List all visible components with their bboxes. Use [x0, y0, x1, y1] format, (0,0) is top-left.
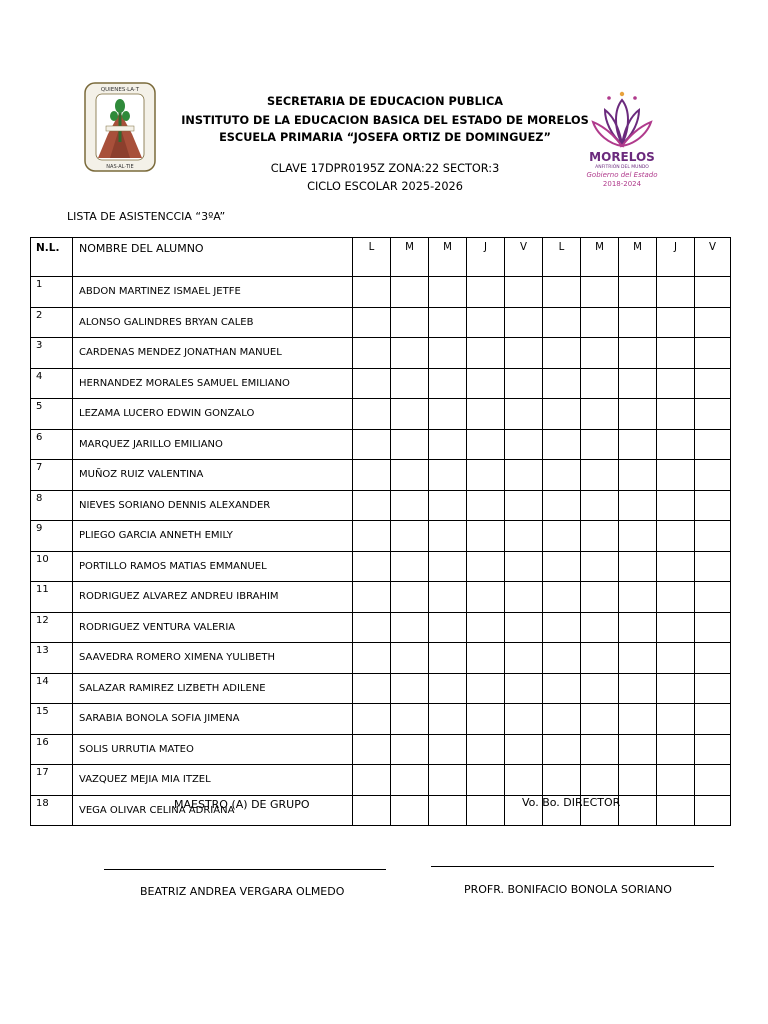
- attendance-cell[interactable]: [581, 277, 619, 308]
- attendance-cell[interactable]: [505, 521, 543, 552]
- student-name: SOLIS URRUTIA MATEO: [73, 734, 353, 765]
- attendance-cell[interactable]: [505, 490, 543, 521]
- student-name: RODRIGUEZ ALVAREZ ANDREU IBRAHIM: [73, 582, 353, 613]
- day-header: M: [429, 238, 467, 277]
- student-number: 12: [31, 612, 73, 643]
- attendance-cell[interactable]: [505, 307, 543, 338]
- attendance-cell[interactable]: [505, 734, 543, 765]
- attendance-cell[interactable]: [581, 734, 619, 765]
- attendance-cell[interactable]: [581, 490, 619, 521]
- attendance-cell[interactable]: [657, 643, 695, 674]
- attendance-cell[interactable]: [543, 307, 581, 338]
- student-name: SALAZAR RAMIREZ LIZBETH ADILENE: [73, 673, 353, 704]
- day-header: J: [467, 238, 505, 277]
- header-instituto: INSTITUTO DE LA EDUCACION BASICA DEL ESTADO DE MORELOS: [181, 114, 589, 127]
- table-row: [31, 307, 731, 338]
- attendance-cell[interactable]: [429, 643, 467, 674]
- attendance-cell[interactable]: [467, 551, 505, 582]
- header-secretaria: SECRETARIA DE EDUCACION PUBLICA: [266, 95, 504, 108]
- table-row: [31, 673, 731, 704]
- attendance-cell[interactable]: [467, 612, 505, 643]
- attendance-cell[interactable]: [505, 460, 543, 491]
- attendance-cell[interactable]: [581, 765, 619, 796]
- attendance-cell[interactable]: [353, 643, 391, 674]
- table-row: [31, 765, 731, 796]
- attendance-cell[interactable]: [581, 551, 619, 582]
- attendance-cell[interactable]: [543, 460, 581, 491]
- attendance-cell[interactable]: [619, 612, 657, 643]
- table-header-row: [31, 238, 731, 277]
- attendance-cell[interactable]: [543, 368, 581, 399]
- attendance-cell[interactable]: [657, 551, 695, 582]
- student-number: 13: [31, 643, 73, 674]
- attendance-cell[interactable]: [429, 673, 467, 704]
- attendance-cell[interactable]: [695, 429, 731, 460]
- table-row: [31, 795, 731, 826]
- attendance-cell[interactable]: [505, 612, 543, 643]
- student-number: 8: [31, 490, 73, 521]
- attendance-cell[interactable]: [353, 307, 391, 338]
- state-coat-of-arms-icon: [84, 82, 156, 172]
- attendance-cell[interactable]: [695, 612, 731, 643]
- attendance-cell[interactable]: [619, 399, 657, 430]
- student-name: CARDENAS MENDEZ JONATHAN MANUEL: [73, 338, 353, 369]
- attendance-cell[interactable]: [657, 795, 695, 826]
- attendance-cell[interactable]: [505, 551, 543, 582]
- table-row: [31, 399, 731, 430]
- attendance-cell[interactable]: [505, 368, 543, 399]
- attendance-cell[interactable]: [391, 399, 429, 430]
- attendance-cell[interactable]: [353, 795, 391, 826]
- attendance-cell[interactable]: [619, 551, 657, 582]
- student-name: ABDON MARTINEZ ISMAEL JETFE: [73, 277, 353, 308]
- attendance-cell[interactable]: [581, 582, 619, 613]
- attendance-cell[interactable]: [353, 429, 391, 460]
- lotus-flower-icon: [581, 88, 663, 152]
- attendance-cell[interactable]: [467, 277, 505, 308]
- header-escuela: ESCUELA PRIMARIA “JOSEFA ORTIZ DE DOMINGUEZ”: [219, 131, 551, 144]
- attendance-cell[interactable]: [619, 490, 657, 521]
- attendance-cell[interactable]: [391, 368, 429, 399]
- attendance-cell[interactable]: [391, 582, 429, 613]
- attendance-cell[interactable]: [391, 612, 429, 643]
- student-name: ALONSO GALINDRES BRYAN CALEB: [73, 307, 353, 338]
- attendance-cell[interactable]: [467, 643, 505, 674]
- student-number: 11: [31, 582, 73, 613]
- attendance-cell[interactable]: [467, 704, 505, 735]
- student-number: 9: [31, 521, 73, 552]
- attendance-cell[interactable]: [581, 399, 619, 430]
- attendance-cell[interactable]: [429, 582, 467, 613]
- attendance-cell[interactable]: [353, 277, 391, 308]
- attendance-cell[interactable]: [619, 765, 657, 796]
- attendance-cell[interactable]: [657, 338, 695, 369]
- attendance-cell[interactable]: [429, 460, 467, 491]
- table-row: [31, 490, 731, 521]
- attendance-cell[interactable]: [619, 429, 657, 460]
- attendance-cell[interactable]: [581, 368, 619, 399]
- morelos-logo: [581, 88, 663, 192]
- day-header: J: [657, 238, 695, 277]
- attendance-table: [30, 237, 731, 826]
- student-number: 6: [31, 429, 73, 460]
- attendance-cell[interactable]: [543, 704, 581, 735]
- attendance-cell[interactable]: [581, 338, 619, 369]
- student-number: 14: [31, 673, 73, 704]
- attendance-cell[interactable]: [429, 612, 467, 643]
- attendance-cell[interactable]: [353, 612, 391, 643]
- attendance-cell[interactable]: [505, 429, 543, 460]
- attendance-cell[interactable]: [543, 551, 581, 582]
- table-row: [31, 704, 731, 735]
- attendance-cell[interactable]: [467, 673, 505, 704]
- attendance-cell[interactable]: [619, 521, 657, 552]
- teacher-signature-line: [104, 869, 386, 870]
- attendance-cell[interactable]: [619, 460, 657, 491]
- attendance-cell[interactable]: [429, 795, 467, 826]
- attendance-cell[interactable]: [657, 307, 695, 338]
- table-row: [31, 460, 731, 491]
- logo-word: MORELOS: [589, 150, 655, 164]
- attendance-cell[interactable]: [543, 490, 581, 521]
- attendance-cell[interactable]: [505, 277, 543, 308]
- attendance-cell[interactable]: [695, 673, 731, 704]
- attendance-cell[interactable]: [467, 429, 505, 460]
- day-header: M: [391, 238, 429, 277]
- attendance-cell[interactable]: [619, 643, 657, 674]
- attendance-cell[interactable]: [619, 338, 657, 369]
- student-name: VEGA OLIVAR CELINA ADRIANA: [73, 795, 353, 826]
- attendance-cell[interactable]: [543, 734, 581, 765]
- attendance-cell[interactable]: [353, 765, 391, 796]
- attendance-cell[interactable]: [581, 612, 619, 643]
- attendance-cell[interactable]: [695, 399, 731, 430]
- attendance-cell[interactable]: [543, 643, 581, 674]
- attendance-cell[interactable]: [543, 673, 581, 704]
- attendance-cell[interactable]: [429, 307, 467, 338]
- attendance-cell[interactable]: [353, 734, 391, 765]
- attendance-cell[interactable]: [695, 765, 731, 796]
- student-number: 15: [31, 704, 73, 735]
- attendance-cell[interactable]: [543, 399, 581, 430]
- attendance-cell[interactable]: [695, 277, 731, 308]
- attendance-cell[interactable]: [391, 704, 429, 735]
- attendance-cell[interactable]: [695, 307, 731, 338]
- attendance-cell[interactable]: [657, 704, 695, 735]
- attendance-cell[interactable]: [657, 765, 695, 796]
- logo-years: 2018-2024: [602, 180, 642, 188]
- header-clave: CLAVE 17DPR0195Z ZONA:22 SECTOR:3: [270, 162, 500, 175]
- student-number: 5: [31, 399, 73, 430]
- student-name: SARABIA BONOLA SOFIA JIMENA: [73, 704, 353, 735]
- day-header: L: [353, 238, 391, 277]
- attendance-cell[interactable]: [543, 429, 581, 460]
- attendance-cell[interactable]: [429, 490, 467, 521]
- attendance-cell[interactable]: [543, 521, 581, 552]
- attendance-cell[interactable]: [467, 582, 505, 613]
- student-name: PORTILLO RAMOS MATIAS EMMANUEL: [73, 551, 353, 582]
- attendance-cell[interactable]: [429, 704, 467, 735]
- attendance-cell[interactable]: [467, 521, 505, 552]
- table-row: [31, 277, 731, 308]
- attendance-cell[interactable]: [353, 368, 391, 399]
- attendance-cell[interactable]: [467, 765, 505, 796]
- attendance-cell[interactable]: [391, 429, 429, 460]
- attendance-cell[interactable]: [467, 307, 505, 338]
- attendance-cell[interactable]: [657, 399, 695, 430]
- attendance-cell[interactable]: [467, 795, 505, 826]
- attendance-cell[interactable]: [353, 582, 391, 613]
- attendance-cell[interactable]: [695, 734, 731, 765]
- student-name: LEZAMA LUCERO EDWIN GONZALO: [73, 399, 353, 430]
- attendance-cell[interactable]: [619, 795, 657, 826]
- logo-gov: Gobierno del Estado: [586, 171, 658, 179]
- student-name: PLIEGO GARCIA ANNETH EMILY: [73, 521, 353, 552]
- attendance-cell[interactable]: [505, 399, 543, 430]
- svg-text:QUIENES·LA·T: QUIENES·LA·T: [100, 87, 140, 93]
- student-name: SAAVEDRA ROMERO XIMENA YULIBETH: [73, 643, 353, 674]
- attendance-cell[interactable]: [619, 734, 657, 765]
- attendance-cell[interactable]: [695, 643, 731, 674]
- day-header: V: [505, 238, 543, 277]
- director-name: PROFR. BONIFACIO BONOLA SORIANO: [464, 883, 672, 896]
- attendance-cell[interactable]: [391, 277, 429, 308]
- student-name: NIEVES SORIANO DENNIS ALEXANDER: [73, 490, 353, 521]
- attendance-cell[interactable]: [391, 338, 429, 369]
- attendance-cell[interactable]: [543, 765, 581, 796]
- attendance-cell[interactable]: [467, 490, 505, 521]
- attendance-cell[interactable]: [581, 643, 619, 674]
- col-name-header: NOMBRE DEL ALUMNO: [73, 238, 353, 277]
- attendance-cell[interactable]: [695, 521, 731, 552]
- attendance-cell[interactable]: [657, 368, 695, 399]
- attendance-cell[interactable]: [353, 338, 391, 369]
- attendance-cell[interactable]: [581, 673, 619, 704]
- attendance-cell[interactable]: [429, 734, 467, 765]
- attendance-cell[interactable]: [391, 673, 429, 704]
- attendance-cell[interactable]: [695, 704, 731, 735]
- attendance-cell[interactable]: [467, 734, 505, 765]
- attendance-cell[interactable]: [429, 429, 467, 460]
- attendance-cell[interactable]: [505, 338, 543, 369]
- attendance-cell[interactable]: [391, 307, 429, 338]
- attendance-cell[interactable]: [353, 490, 391, 521]
- attendance-cell[interactable]: [543, 612, 581, 643]
- attendance-cell[interactable]: [657, 490, 695, 521]
- table-row: [31, 734, 731, 765]
- attendance-cell[interactable]: [581, 460, 619, 491]
- attendance-cell[interactable]: [429, 521, 467, 552]
- attendance-cell[interactable]: [695, 551, 731, 582]
- student-number: 1: [31, 277, 73, 308]
- attendance-cell[interactable]: [695, 582, 731, 613]
- attendance-cell[interactable]: [429, 338, 467, 369]
- day-header: L: [543, 238, 581, 277]
- attendance-cell[interactable]: [353, 521, 391, 552]
- attendance-cell[interactable]: [695, 460, 731, 491]
- attendance-cell[interactable]: [353, 460, 391, 491]
- attendance-cell[interactable]: [695, 368, 731, 399]
- attendance-cell[interactable]: [619, 368, 657, 399]
- attendance-cell[interactable]: [505, 582, 543, 613]
- svg-text:NAS·AL·TIE: NAS·AL·TIE: [106, 164, 134, 170]
- student-number: 4: [31, 368, 73, 399]
- attendance-cell[interactable]: [429, 368, 467, 399]
- table-row: [31, 521, 731, 552]
- student-number: 3: [31, 338, 73, 369]
- attendance-cell[interactable]: [657, 521, 695, 552]
- table-row: [31, 551, 731, 582]
- attendance-cell[interactable]: [505, 643, 543, 674]
- attendance-cell[interactable]: [391, 521, 429, 552]
- day-header: M: [581, 238, 619, 277]
- attendance-cell[interactable]: [581, 521, 619, 552]
- attendance-cell[interactable]: [581, 429, 619, 460]
- attendance-cell[interactable]: [657, 429, 695, 460]
- table-row: [31, 612, 731, 643]
- attendance-cell[interactable]: [467, 460, 505, 491]
- teacher-name: BEATRIZ ANDREA VERGARA OLMEDO: [140, 885, 345, 898]
- attendance-cell[interactable]: [505, 704, 543, 735]
- attendance-cell[interactable]: [353, 399, 391, 430]
- attendance-cell[interactable]: [429, 277, 467, 308]
- student-number: 18: [31, 795, 73, 826]
- attendance-cell[interactable]: [391, 765, 429, 796]
- attendance-cell[interactable]: [581, 307, 619, 338]
- attendance-cell[interactable]: [391, 460, 429, 491]
- attendance-cell[interactable]: [543, 277, 581, 308]
- table-row: [31, 429, 731, 460]
- student-name: HERNANDEZ MORALES SAMUEL EMILIANO: [73, 368, 353, 399]
- attendance-cell[interactable]: [391, 551, 429, 582]
- attendance-cell[interactable]: [695, 338, 731, 369]
- student-name: MARQUEZ JARILLO EMILIANO: [73, 429, 353, 460]
- director-signature-line: [431, 866, 714, 867]
- attendance-cell[interactable]: [619, 704, 657, 735]
- logo-tagline: ANFITRIÓN DEL MUNDO: [595, 165, 649, 170]
- attendance-cell[interactable]: [619, 673, 657, 704]
- student-number: 16: [31, 734, 73, 765]
- attendance-cell[interactable]: [505, 673, 543, 704]
- list-title: LISTA DE ASISTENCCIA “3ºA”: [67, 210, 226, 223]
- attendance-cell[interactable]: [657, 612, 695, 643]
- day-header: V: [695, 238, 731, 277]
- attendance-cell[interactable]: [657, 582, 695, 613]
- student-number: 2: [31, 307, 73, 338]
- attendance-cell[interactable]: [657, 673, 695, 704]
- attendance-cell[interactable]: [467, 338, 505, 369]
- attendance-cell[interactable]: [695, 795, 731, 826]
- attendance-cell[interactable]: [353, 704, 391, 735]
- attendance-cell[interactable]: [657, 734, 695, 765]
- attendance-cell[interactable]: [505, 765, 543, 796]
- teacher-label: MAESTRO (A) DE GRUPO: [174, 798, 310, 811]
- director-label: Vo. Bo. DIRECTOR: [522, 796, 621, 809]
- attendance-cell[interactable]: [657, 277, 695, 308]
- attendance-cell[interactable]: [467, 368, 505, 399]
- attendance-cell[interactable]: [391, 734, 429, 765]
- student-name: RODRIGUEZ VENTURA VALERIA: [73, 612, 353, 643]
- student-number: 17: [31, 765, 73, 796]
- attendance-cell[interactable]: [353, 551, 391, 582]
- attendance-cell[interactable]: [391, 795, 429, 826]
- attendance-cell[interactable]: [429, 399, 467, 430]
- attendance-cell[interactable]: [543, 582, 581, 613]
- student-number: 10: [31, 551, 73, 582]
- day-header: M: [619, 238, 657, 277]
- attendance-rows: [31, 277, 731, 826]
- attendance-cell[interactable]: [429, 765, 467, 796]
- student-name: MUÑOZ RUIZ VALENTINA: [73, 460, 353, 491]
- attendance-cell[interactable]: [391, 643, 429, 674]
- attendance-cell[interactable]: [467, 399, 505, 430]
- student-name: VAZQUEZ MEJIA MIA ITZEL: [73, 765, 353, 796]
- table-row: [31, 338, 731, 369]
- attendance-cell[interactable]: [543, 338, 581, 369]
- attendance-cell[interactable]: [657, 460, 695, 491]
- header-ciclo: CICLO ESCOLAR 2025-2026: [307, 180, 463, 193]
- attendance-cell[interactable]: [429, 551, 467, 582]
- attendance-cell[interactable]: [695, 490, 731, 521]
- col-nl-header: N.L.: [31, 238, 73, 277]
- attendance-cell[interactable]: [353, 673, 391, 704]
- attendance-cell[interactable]: [619, 582, 657, 613]
- attendance-cell[interactable]: [619, 277, 657, 308]
- attendance-cell[interactable]: [619, 307, 657, 338]
- table-row: [31, 643, 731, 674]
- table-row: [31, 368, 731, 399]
- attendance-cell[interactable]: [581, 704, 619, 735]
- attendance-cell[interactable]: [391, 490, 429, 521]
- student-number: 7: [31, 460, 73, 491]
- table-row: [31, 582, 731, 613]
